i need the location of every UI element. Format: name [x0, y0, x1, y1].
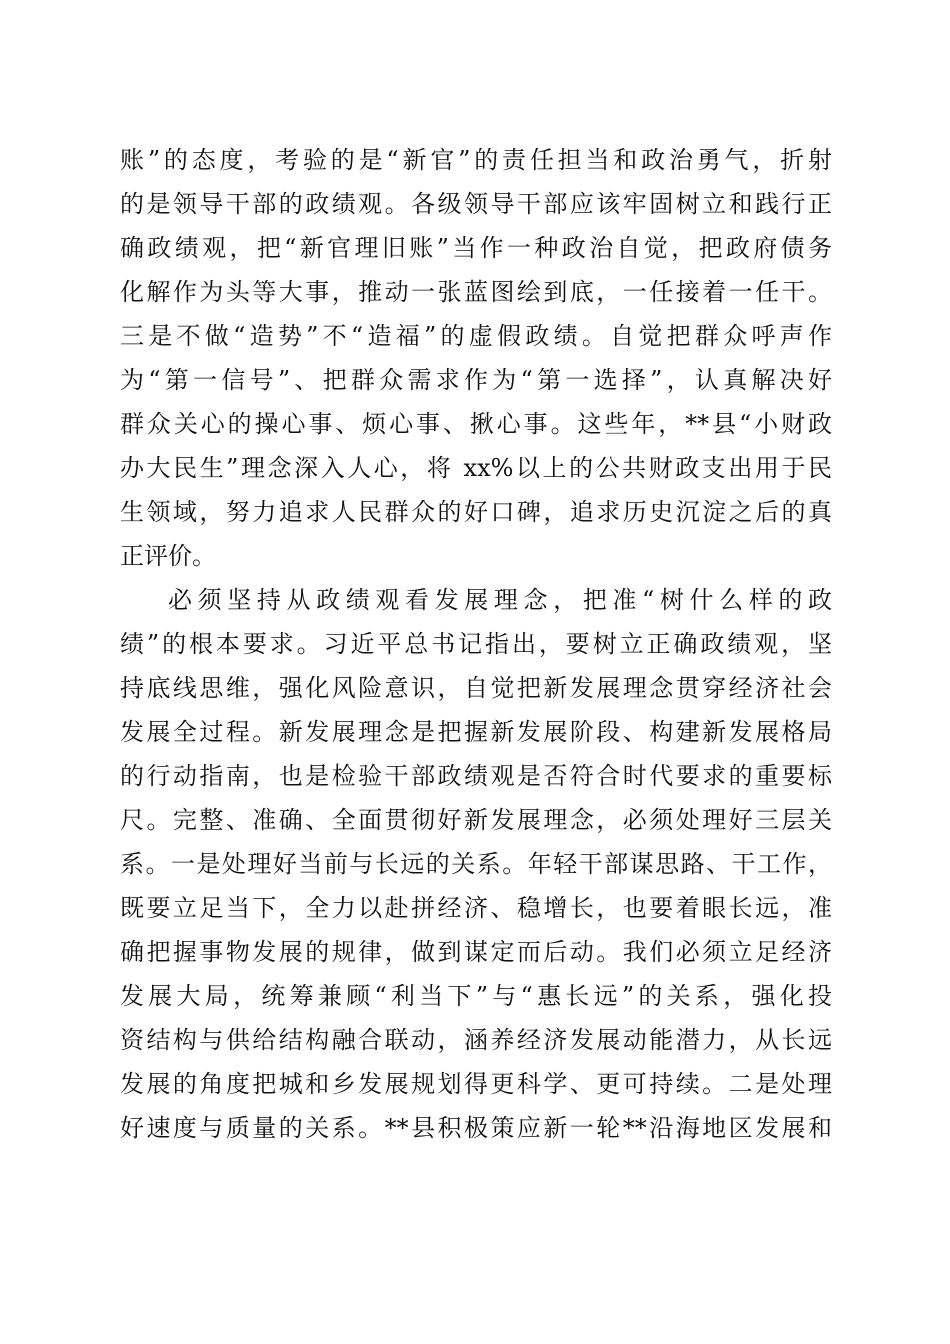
text-line: 发展的角度把城和乡发展规划得更科学、更可持续。二是处理: [120, 1070, 832, 1098]
text-line: 账”的态度，考验的是“新官”的责任担当和政治勇气，折射: [120, 146, 832, 174]
text-line: 必须坚持从政绩观看发展理念，把准“树什么样的政: [168, 586, 832, 614]
text-line: 的行动指南，也是检验干部政绩观是否符合时代要求的重要标: [120, 762, 832, 790]
text-line: 确政绩观，把“新官理旧账”当作一种政治自觉，把政府债务: [120, 234, 832, 262]
text-line: 化解作为头等大事，推动一张蓝图绘到底，一任接着一任干。: [120, 278, 832, 306]
text-line: 三是不做“造势”不“造福”的虚假政绩。自觉把群众呼声作: [120, 322, 832, 350]
text-line: 尺。完整、准确、全面贯彻好新发展理念，必须处理好三层关: [120, 806, 832, 834]
text-line: 生领域，努力追求人民群众的好口碑，追求历史沉淀之后的真: [120, 498, 832, 526]
text-line: 发展大局，统筹兼顾“利当下”与“惠长远”的关系，强化投: [120, 982, 832, 1010]
text-line: 好速度与质量的关系。**县积极策应新一轮**沿海地区发展和: [120, 1114, 832, 1142]
text-line: 持底线思维，强化风险意识，自觉把新发展理念贯穿经济社会: [120, 674, 832, 702]
text-line: 确把握事物发展的规律，做到谋定而后动。我们必须立足经济: [120, 938, 832, 966]
text-line: 办大民生”理念深入人心，将 xx%以上的公共财政支出用于民: [120, 454, 832, 482]
text-line: 的是领导干部的政绩观。各级领导干部应该牢固树立和践行正: [120, 190, 832, 218]
text-line: 资结构与供给结构融合联动，涵养经济发展动能潜力，从长远: [120, 1026, 832, 1054]
text-line: 系。一是处理好当前与长远的关系。年轻干部谋思路、干工作，: [120, 850, 832, 878]
text-line: 发展全过程。新发展理念是把握新发展阶段、构建新发展格局: [120, 718, 832, 746]
text-line: 为“第一信号”、把群众需求作为“第一选择”，认真解决好: [120, 366, 832, 394]
text-line: 群众关心的操心事、烦心事、揪心事。这些年，**县“小财政: [120, 410, 832, 438]
text-line: 正评价。: [120, 542, 216, 570]
text-line: 既要立足当下，全力以赴拼经济、稳增长，也要着眼长远，准: [120, 894, 832, 922]
document-body: [120, 138, 832, 1150]
text-line: 绩”的根本要求。习近平总书记指出，要树立正确政绩观，坚: [120, 630, 832, 658]
